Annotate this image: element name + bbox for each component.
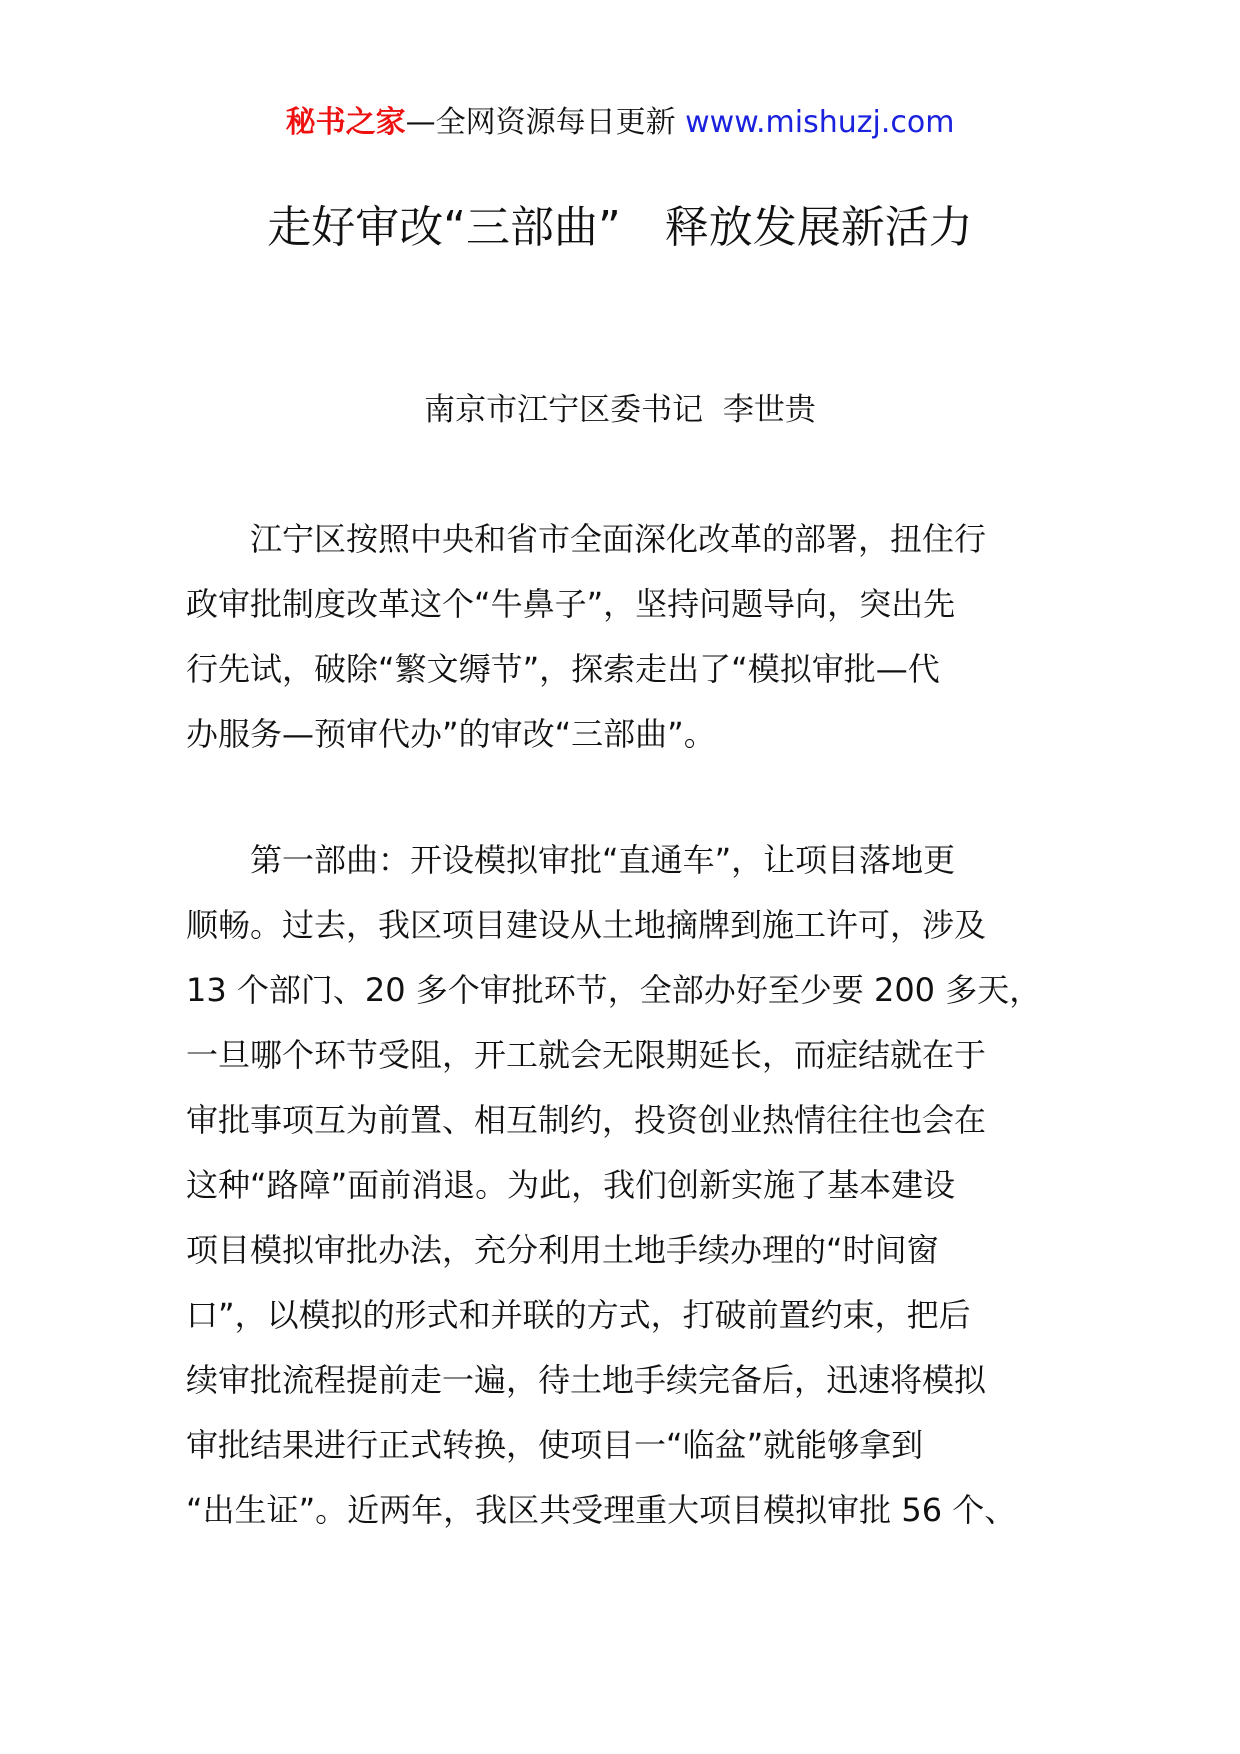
text-line: 口”，以模拟的形式和并联的方式，打破前置约束，把后 (186, 1296, 971, 1334)
header-tagline: —全网资源每日更新 (405, 105, 686, 140)
text-line: 一旦哪个环节受阻，开工就会无限期延长，而症结就在于 (186, 1036, 987, 1074)
text-line: 第一部曲：开设模拟审批“直通车”，让项目落地更 (186, 841, 956, 879)
site-header (0, 103, 1240, 143)
text-line: 审批事项互为前置、相互制约，投资创业热情往往也会在 (186, 1101, 987, 1139)
text-line: 审批结果进行正式转换，使项目一“临盆”就能够拿到 (186, 1426, 924, 1464)
text-line: 这种“路障”面前消退。为此，我们创新实施了基本建设 (186, 1166, 956, 1204)
text-line: “出生证”。近两年，我区共受理重大项目模拟审批 56 个、 (186, 1491, 1017, 1529)
site-url-link[interactable]: www.mishuzj.com (685, 105, 955, 140)
paragraph-intro (186, 507, 1066, 767)
text-line: 项目模拟审批办法，充分利用土地手续办理的“时间窗 (186, 1231, 939, 1269)
text-line: 江宁区按照中央和省市全面深化改革的部署，扭住行 (186, 520, 987, 558)
text-line: 政审批制度改革这个“牛鼻子”，坚持问题导向，突出先 (186, 585, 956, 623)
author-line: 南京市江宁区委书记 李世贵 (424, 392, 816, 428)
text-line: 13 个部门、20 多个审批环节，全部办好至少要 200 多天， (186, 971, 1042, 1009)
document-title: 走好审改“三部曲” 释放发展新活力 (267, 202, 973, 253)
paragraph-first-movement (186, 828, 1066, 1543)
text-line: 办服务—预审代办”的审改“三部曲”。 (186, 715, 716, 753)
text-line: 顺畅。过去，我区项目建设从土地摘牌到施工许可，涉及 (186, 906, 987, 944)
brand-name: 秘书之家 (285, 105, 406, 140)
text-line: 续审批流程提前走一遍，待土地手续完备后，迅速将模拟 (186, 1361, 987, 1399)
text-line: 行先试，破除“繁文缛节”，探索走出了“模拟审批—代 (186, 650, 940, 688)
